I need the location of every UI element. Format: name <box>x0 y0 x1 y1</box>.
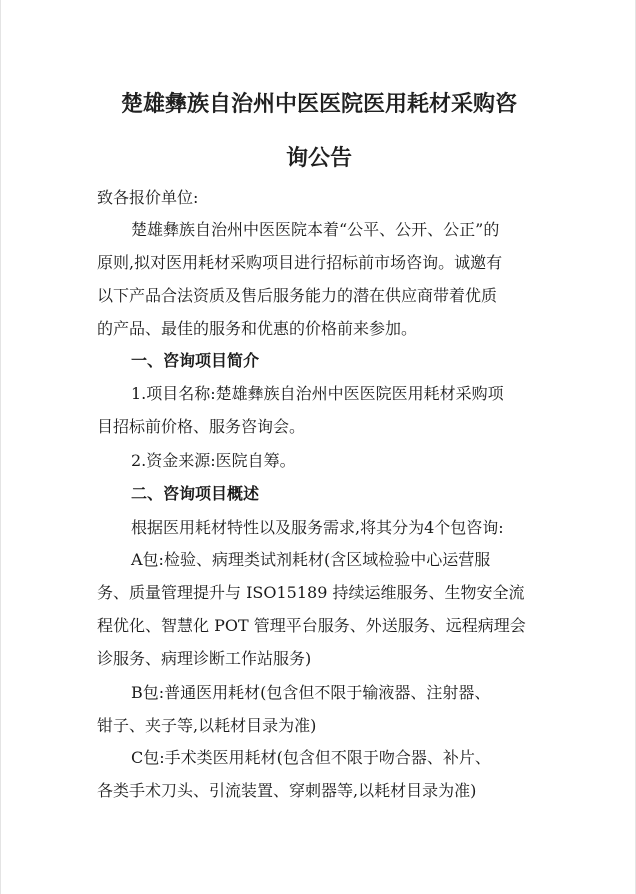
package-a-line-1: A包:检验、病理类试剂耗材(含区域检验中心运营服 <box>131 550 491 569</box>
package-b-line-1: B包:普通医用耗材(包含但不限于输液器、注射器、 <box>131 683 491 702</box>
salutation: 致各报价单位: <box>97 188 199 207</box>
section-1-heading: 一、咨询项目简介 <box>131 351 260 370</box>
item-2: 2.资金来源:医院自筹。 <box>131 451 296 470</box>
section-2-heading: 二、咨询项目概述 <box>131 484 260 503</box>
document-title-line-1: 楚雄彝族自治州中医医院医用耗材采购咨 <box>120 92 517 117</box>
intro-line-2: 原则,拟对医用耗材采购项目进行招标前市场咨询。诚邀有 <box>97 253 503 272</box>
package-c-line-2: 各类手术刀头、引流装置、穿刺器等,以耗材目录为准) <box>97 781 477 800</box>
item-1-line-1: 1.项目名称:楚雄彝族自治州中医医院医用耗材采购项 <box>131 384 504 403</box>
package-a-line-2: 务、质量管理提升与 ISO15189 持续运维服务、生物安全流 <box>97 583 525 602</box>
package-b-line-2: 钳子、夹子等,以耗材目录为准) <box>97 716 317 735</box>
overview-line: 根据医用耗材特性以及服务需求,将其分为4个包咨询: <box>131 518 504 537</box>
package-a-line-4: 诊服务、病理诊断工作站服务) <box>97 649 312 668</box>
package-c-line-1: C包:手术类医用耗材(包含但不限于吻合器、补片、 <box>131 748 491 767</box>
intro-line-3: 以下产品合法资质及售后服务能力的潜在供应商带着优质 <box>97 286 498 305</box>
document-title-line-2: 询公告 <box>285 146 352 171</box>
intro-line-1: 楚雄彝族自治州中医医院本着“公平、公开、公正”的 <box>131 220 500 239</box>
item-1-line-2: 目招标前价格、服务咨询会。 <box>97 417 306 436</box>
package-a-line-3: 程优化、智慧化 POT 管理平台服务、外送服务、远程病理会 <box>97 616 526 635</box>
intro-line-4: 的产品、最佳的服务和优惠的价格前来参加。 <box>97 319 418 338</box>
